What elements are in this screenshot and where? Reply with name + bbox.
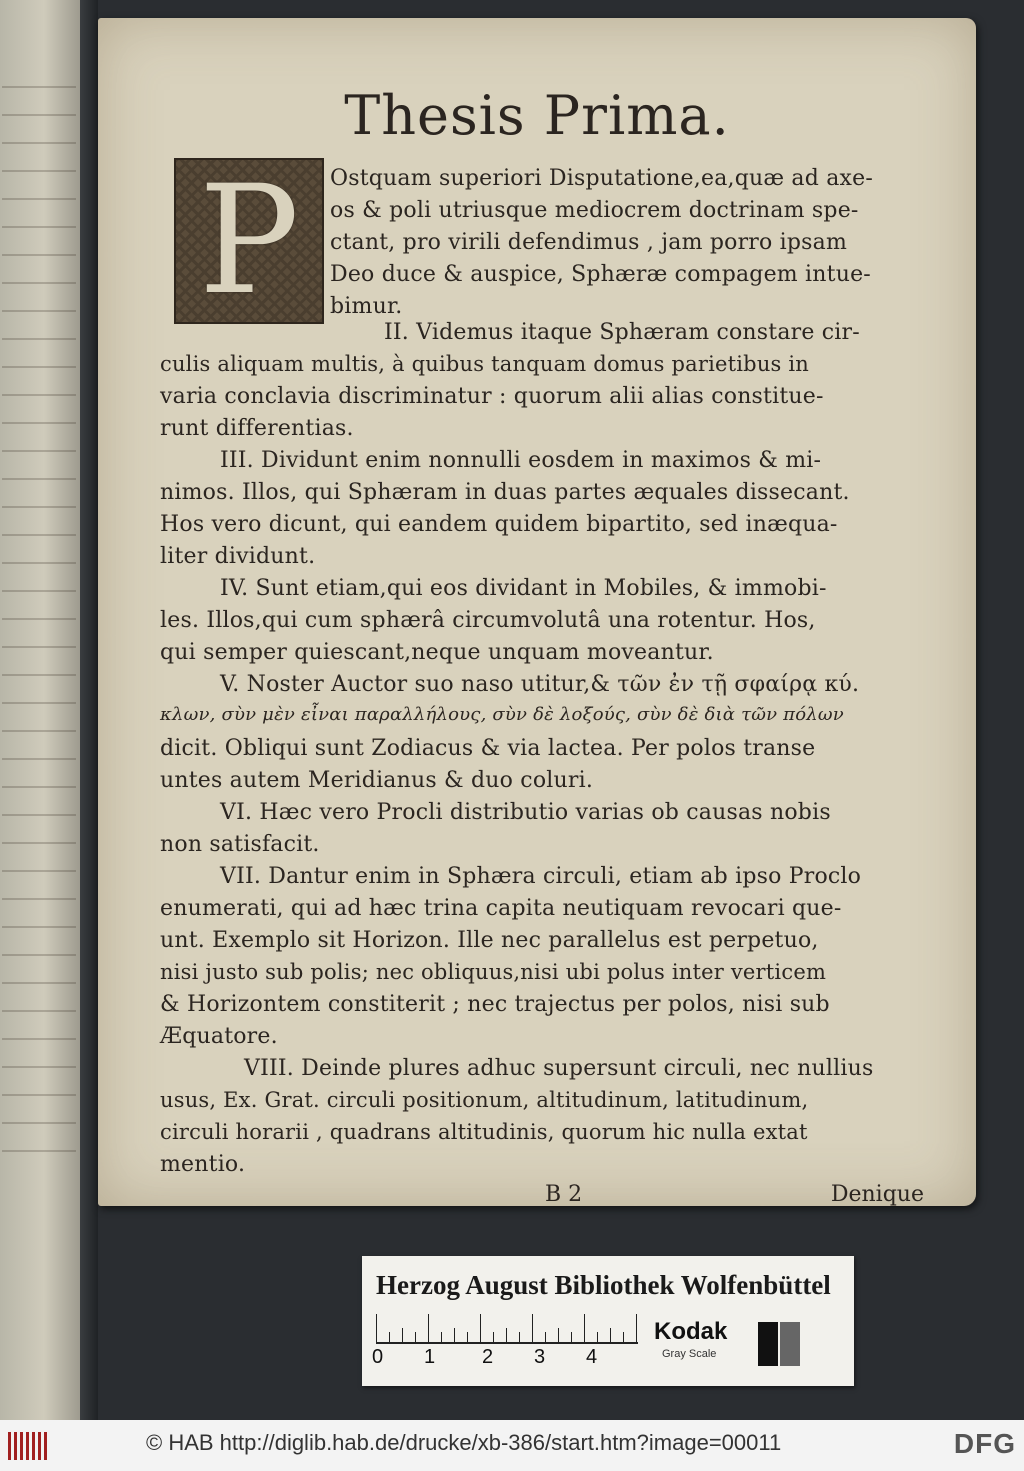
ruler-tick — [480, 1314, 481, 1342]
text-line: nisi justo sub polis; nec obliquus,nisi ubi polus inter verticem — [160, 960, 827, 984]
ruler-tick — [532, 1314, 533, 1342]
ruler-tick — [415, 1332, 416, 1342]
ruler-tick — [389, 1332, 390, 1342]
ruler-tick — [428, 1314, 429, 1342]
text-line: dicit. Obliqui sunt Zodiacus & via lactea. Per polos transe — [160, 736, 816, 761]
black-swatch — [758, 1322, 778, 1366]
ruler-tick — [545, 1332, 546, 1342]
ruler-tick — [636, 1314, 637, 1342]
ruler-tick — [441, 1332, 442, 1342]
text-line: Deo duce & auspice, Sphæræ compagem intue- — [330, 262, 871, 287]
text-line: qui semper quiescant,neque unquam moveantur. — [160, 640, 714, 665]
text-line: III. Dividunt enim nonnulli eosdem in maximos & mi- — [220, 448, 822, 473]
dfg-logo: DFG — [953, 1428, 1016, 1459]
text-line: Æquatore. — [160, 1024, 278, 1049]
text-line: usus, Ex. Grat. circuli positionum, altitudinum, latitudinum, — [160, 1088, 809, 1112]
ruler-tick — [571, 1332, 572, 1342]
page-title: Thesis Prima. — [344, 84, 730, 147]
text-line: liter dividunt. — [160, 544, 316, 569]
ruler-tick — [519, 1332, 520, 1342]
initial-letter: P — [198, 154, 300, 328]
text-line: VII. Dantur enim in Sphæra circuli, etiam ab ipso Proclo — [220, 864, 862, 889]
text-line: runt differentias. — [160, 416, 354, 441]
text-line: non satisfacit. — [160, 832, 320, 857]
ruler-tick — [376, 1314, 377, 1342]
hab-logo-icon — [8, 1432, 48, 1460]
scanned-page — [98, 18, 976, 1206]
adjacent-page-text — [2, 60, 76, 1160]
adjacent-page — [0, 0, 80, 1420]
text-line: IV. Sunt etiam,qui eos dividant in Mobiles, & immobi- — [220, 576, 827, 601]
ruler-tick — [454, 1328, 455, 1342]
copyright-link[interactable]: © HAB http://diglib.hab.de/drucke/xb-386/start.htm?image=00011 — [146, 1430, 782, 1455]
text-line: les. Illos,qui cum sphærâ circumvolutâ una rotentur. Hos, — [160, 608, 816, 633]
text-line: culis aliquam multis, à quibus tanquam domus parietibus in — [160, 352, 810, 376]
ruler-tick — [402, 1328, 403, 1342]
ruler-tick — [584, 1314, 585, 1342]
viewer-footer — [0, 1420, 1024, 1471]
ruler-tick — [506, 1328, 507, 1342]
text-line: VI. Hæc vero Procli distributio varias ob causas nobis — [220, 800, 831, 825]
ruler-tick — [597, 1332, 598, 1342]
text-line: varia conclavia discriminatur : quorum alii alias constitue- — [160, 384, 824, 409]
text-line: VIII. Deinde plures adhuc supersunt circuli, nec nullius — [244, 1056, 874, 1081]
ruler-tick — [493, 1332, 494, 1342]
text-line: os & poli utriusque mediocrem doctrinam spe- — [330, 198, 859, 223]
decorated-initial — [174, 154, 324, 328]
catchword: Denique — [830, 1182, 924, 1207]
library-label-card — [362, 1256, 854, 1386]
text-line: V. Noster Auctor suo naso utitur,& τῶν ἐν τῇ σφαίρᾳ κύ. — [220, 672, 860, 697]
text-line: Hos vero dicunt, qui eandem quidem bipartito, sed inæqua- — [160, 512, 838, 537]
text-line: circuli horarii , quadrans altitudinis, quorum hic nulla extat — [160, 1120, 808, 1144]
ruler-label: 0 — [372, 1346, 384, 1368]
text-line: ctant, pro virili defendimus , jam porro ipsam — [330, 230, 848, 255]
text-line: II. Videmus itaque Sphæram constare cir- — [384, 320, 860, 345]
text-line: enumerati, qui ad hæc trina capita neutiquam revocari que- — [160, 896, 842, 921]
text-line: unt. Exemplo sit Horizon. Ille nec parallelus est perpetuo, — [160, 928, 819, 953]
ruler-tick — [610, 1328, 611, 1342]
ruler-tick — [558, 1328, 559, 1342]
text-line: Ostquam superiori Disputatione,ea,quæ ad axe- — [330, 166, 873, 191]
book-gutter — [80, 0, 98, 1420]
library-name: Herzog August Bibliothek Wolfenbüttel — [376, 1270, 831, 1300]
ruler-label: 4 — [586, 1346, 598, 1368]
text-line: untes autem Meridianus & duo coluri. — [160, 768, 594, 793]
signature-mark: B 2 — [545, 1182, 583, 1207]
text-line: & Horizontem constiterit ; nec trajectus per polos, nisi sub — [160, 992, 830, 1017]
ruler-tick — [623, 1332, 624, 1342]
text-line: κλων, σὺν μὲν εἶναι παραλλήλους, σὺν δὲ λοξούς, σὺν δὲ διὰ τῶν πόλων — [160, 704, 844, 725]
text-line: bimur. — [330, 294, 403, 319]
ruler-label: 2 — [482, 1346, 494, 1368]
ruler-label: 3 — [534, 1346, 546, 1368]
ruler-tick — [467, 1332, 468, 1342]
text-line: nimos. Illos, qui Sphæram in duas partes æquales dissecant. — [160, 480, 850, 505]
ruler-label: 1 — [424, 1346, 436, 1368]
page-footer-row — [98, 1182, 976, 1212]
gray-scale-caption: Gray Scale — [662, 1348, 717, 1360]
kodak-logo: Kodak — [654, 1318, 728, 1345]
gray-swatch — [780, 1322, 800, 1366]
ruler-labels — [372, 1346, 652, 1372]
scale-ruler — [376, 1314, 638, 1344]
text-line: mentio. — [160, 1152, 246, 1177]
